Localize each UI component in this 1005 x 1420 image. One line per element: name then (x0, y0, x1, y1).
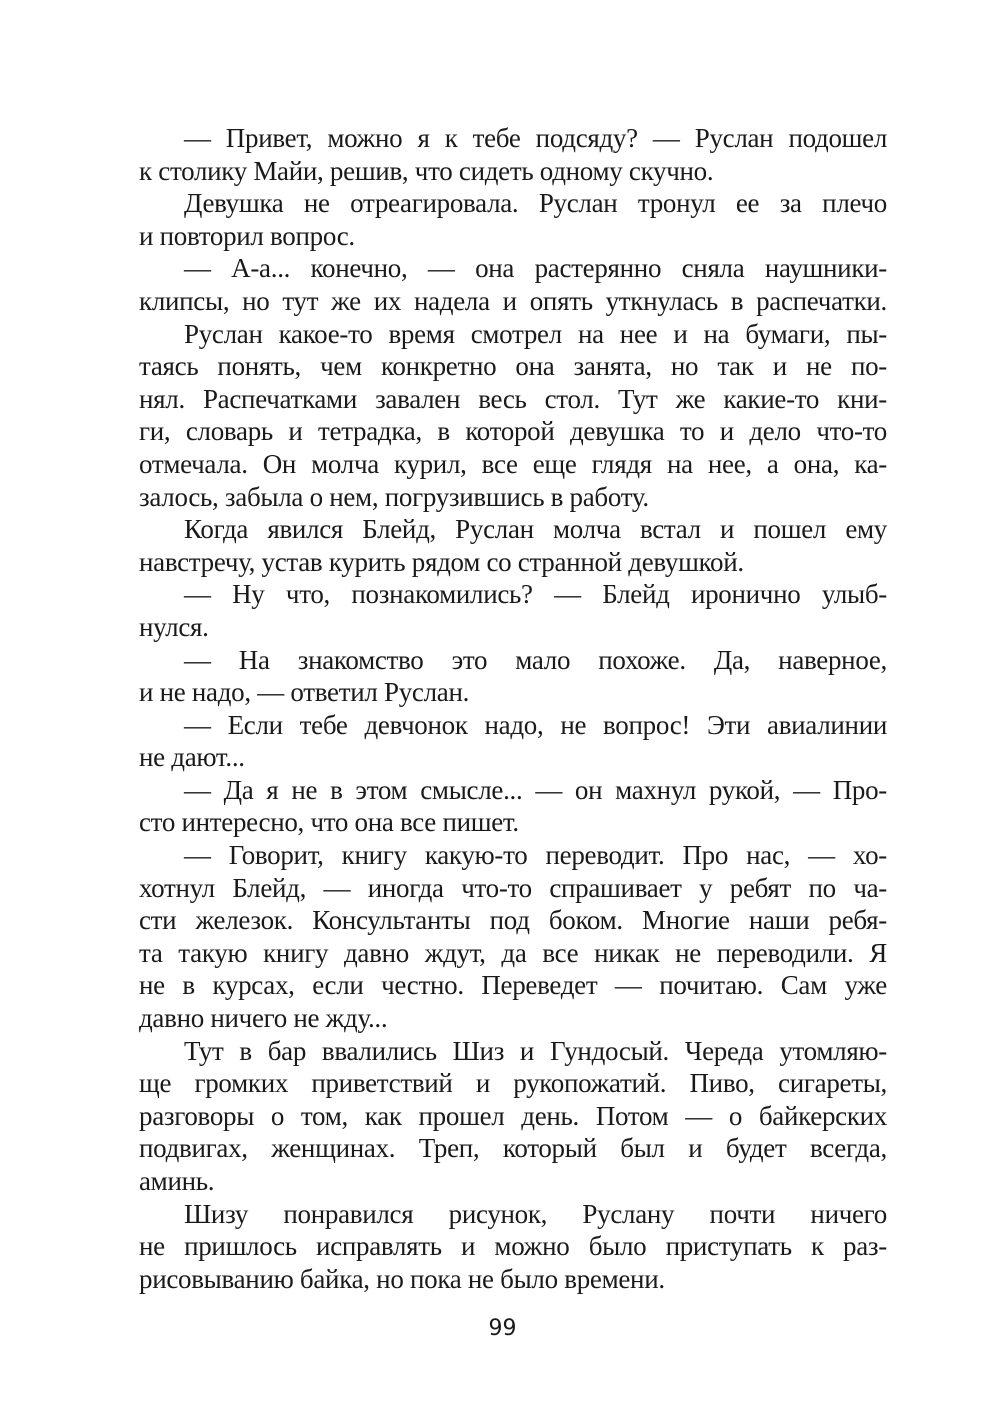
text-line: и не надо, — ответил Руслан. (139, 677, 470, 708)
page-number: 99 (488, 1316, 517, 1341)
text-line: — Да я не в этом смысле... — он махнул рукой, — Про- (184, 774, 887, 805)
text-line: разговоры о том, как прошел день. Потом — о байкерских (139, 1100, 887, 1131)
text-line: и повторил вопрос. (139, 220, 355, 251)
body-text (139, 122, 887, 1295)
text-line: сто интересно, что она все пишет. (139, 807, 519, 838)
text-line: давно ничего не жду... (139, 1003, 388, 1034)
text-line: — Ну что, познакомились? — Блейд иронично улыб- (184, 579, 887, 610)
text-line: — Говорит, книгу какую-то переводит. Про нас, — хо- (184, 840, 887, 871)
text-line: подвигах, женщинах. Треп, который был и будет всегда, (139, 1133, 887, 1164)
text-line: — На знакомство это мало похоже. Да, наверное, (184, 644, 887, 675)
text-line: нулся. (139, 611, 209, 642)
text-line: та такую книгу давно ждут, да все никак не переводили. Я (139, 937, 887, 968)
text-line: хотнул Блейд, — иногда что-то спрашивает у ребят по ча- (139, 872, 887, 903)
text-line: аминь. (139, 1166, 215, 1196)
text-line: ги, словарь и тетрадка, в которой девушка то и дело что-то (139, 416, 887, 447)
text-line: ще громких приветствий и рукопожатий. Пиво, сигареты, (139, 1068, 887, 1099)
text-line: к столику Майи, решив, что сидеть одному скучно. (139, 155, 714, 186)
text-line: Девушка не отреагировала. Руслан тронул ее за плечо (184, 188, 887, 219)
text-line: нял. Распечатками завален весь стол. Тут же какие-то кни- (139, 383, 887, 414)
text-line: клипсы, но тут же их надела и опять уткнулась в распечатки. (139, 285, 887, 316)
text-line: не пришлось исправлять и можно было приступать к раз- (139, 1231, 887, 1262)
text-line: — Если тебе девчонок надо, не вопрос! Эти авиалинии (184, 709, 887, 740)
text-line: Руслан какое-то время смотрел на нее и на бумаги, пы- (184, 318, 887, 349)
text-line: сти железок. Консультанты под боком. Многие наши ребя- (139, 905, 887, 936)
text-line: отмечала. Он молча курил, все еще глядя на нее, а она, ка- (139, 448, 887, 479)
text-line: Когда явился Блейд, Руслан молча встал и пошел ему (184, 514, 887, 545)
text-line: не дают... (139, 742, 245, 773)
text-line: — Привет, можно я к тебе подсяду? — Руслан подошел (184, 123, 887, 153)
text-line: Тут в бар ввалились Шиз и Гундосый. Череда утомляю- (184, 1035, 887, 1066)
text-line: Шизу понравился рисунок, Руслану почти ничего (184, 1198, 887, 1229)
text-line: залось, забыла о нем, погрузившись в работу. (139, 481, 649, 512)
text-line: навстречу, устав курить рядом со странной девушкой. (139, 546, 744, 577)
text-line: таясь понять, чем конкретно она занята, но так и не по- (139, 351, 887, 382)
text-line: рисовыванию байка, но пока не было времени. (139, 1263, 665, 1294)
text-line: — А-а... конечно, — она растерянно сняла наушники- (184, 253, 887, 284)
text-line: не в курсах, если честно. Переведет — почитаю. Сам уже (139, 970, 887, 1001)
